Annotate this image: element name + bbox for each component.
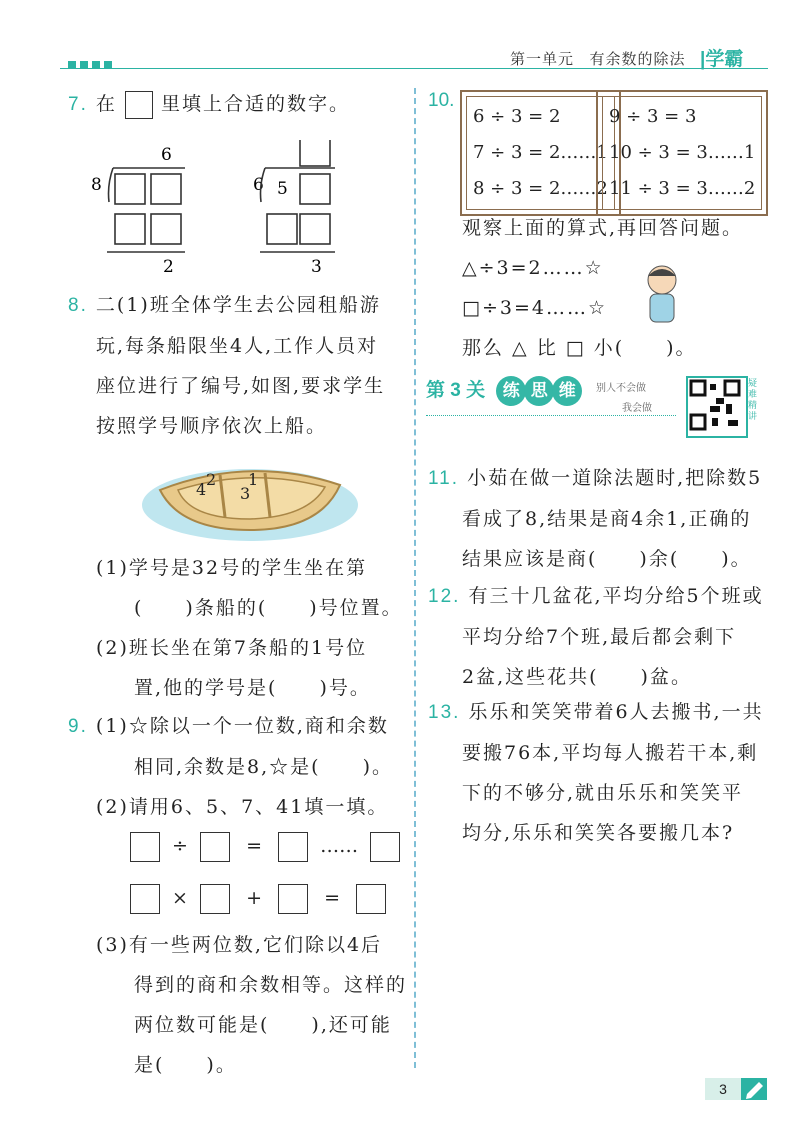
page-number: 3 [705,1078,741,1100]
q10-questions: 观察上面的算式,再回答问题。 △÷3=2……☆ □÷3=4……☆ 那么 △ 比 □ 小( )。 [462,217,744,359]
q8-parts: (1)学号是32号的学生坐在第 ( )条船的( )号位置。 (2)班长坐在第7条船的1号位 置,他的学号是( )号。 [96,557,403,699]
seat-label: 1 [248,470,259,489]
seat-label: 2 [206,470,217,489]
qr-side-label: 疑难精讲 [748,378,758,421]
q7-prompt: 7. 在 里填上合适的数字。 [68,84,350,125]
div2-dividend: 5 [277,179,288,199]
q12-text: 12. 有三十几盆花,平均分给5个班或 平均分给7个班,最后都会剩下 2盆,这些花共( )盆。 [428,585,764,688]
q10-equations-right: 9 ÷ 3 = 3 10 ÷ 3 = 3……1 11 ÷ 3 = 3……2 [596,90,768,216]
column-divider [414,88,416,1068]
div1-divisor: 8 [91,175,102,195]
stage-banner: 第 3 关 练 思 维 别人不会做 我会做 [426,375,776,435]
q10-number: 10. [428,90,455,111]
pencil-icon [741,1078,767,1100]
div2-remainder: 3 [311,257,322,277]
brand-logo: |学霸 [700,49,744,70]
div1-quotient: 6 [161,145,172,165]
q8-text: 8. 二(1)班全体学生去公园租船游 玩,每条船限坐4人,工作人员对 座位进行了编号,如图,要求学生 按照学号顺序依次上船。 [68,294,386,437]
boat-illustration [140,445,360,545]
q9-part3: (3)有一些两位数,它们除以4后 得到的商和余数相等。这样的 两位数可能是( ),还可能 是( )。 [96,934,408,1076]
qr-code[interactable] [686,376,748,438]
q9-fill-row1: ÷ = …… [130,832,400,862]
header-decoration [68,54,116,73]
header-title: 第一单元 有余数的除法 [510,51,686,68]
q9-fill-row2: × + = [130,884,386,914]
q9-text: 9. (1)☆除以一个一位数,商和余数 相同,余数是8,☆是( )。 (2)请用6、5、7、41填一填。 [68,715,393,818]
header-rule [60,68,768,69]
div1-remainder: 2 [163,257,174,277]
q10-equations-left: 6 ÷ 3 = 2 7 ÷ 3 = 2……1 8 ÷ 3 = 2……2 [460,90,621,216]
q13-text: 13. 乐乐和笑笑带着6人去搬书,一共 要搬76本,平均每人搬若干本,剩 下的不够分,就由乐乐和笑笑平 均分,乐乐和笑笑各要搬几本? [428,701,764,844]
seat-label: 4 [196,480,207,499]
boy-illustration [640,262,684,326]
div2-divisor: 6 [253,175,264,195]
q7-divisions [85,140,385,280]
q11-text: 11. 小茹在做一道除法题时,把除数5 看成了8,结果是商4余1,正确的 结果应该是商( )余( )。 [428,467,763,570]
seat-label: 3 [240,484,251,503]
